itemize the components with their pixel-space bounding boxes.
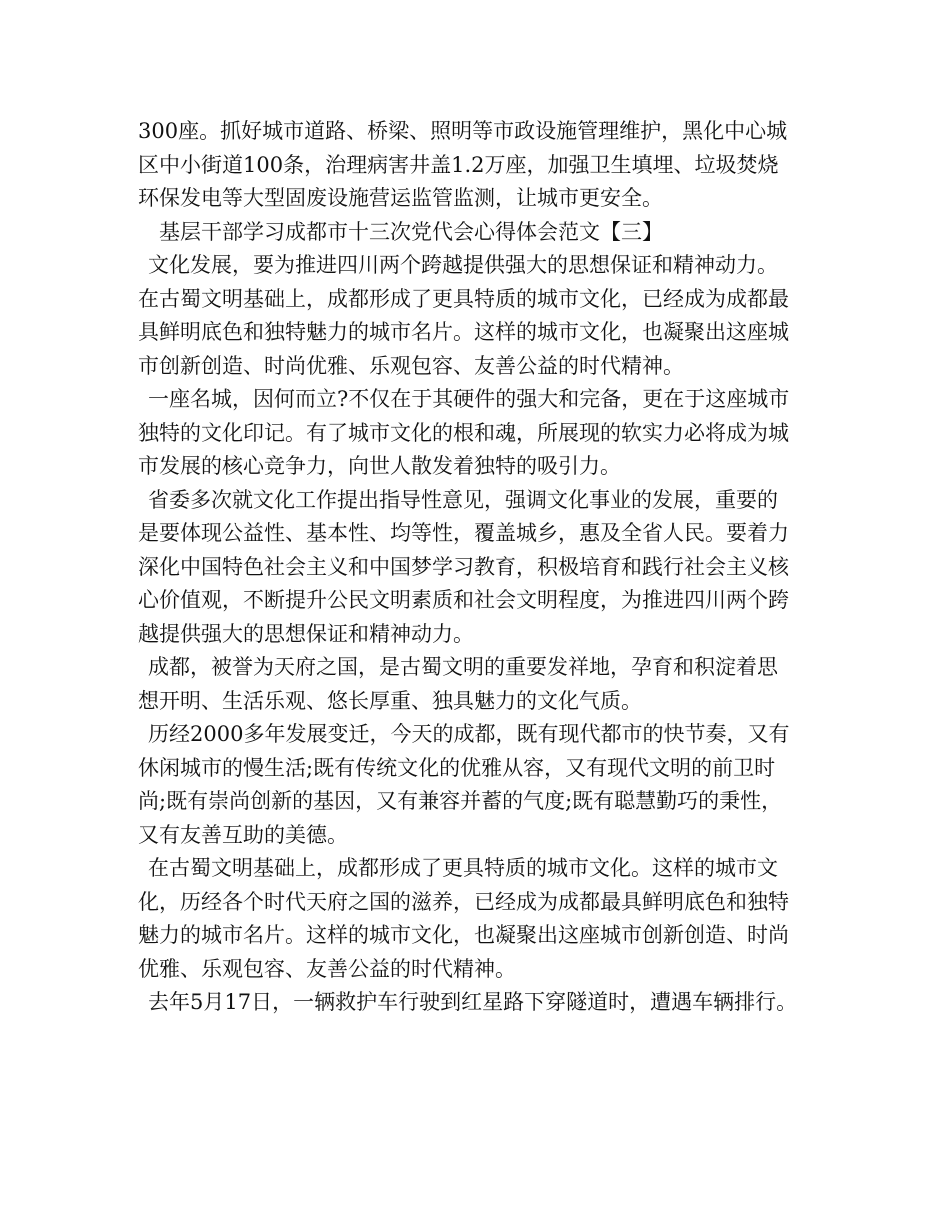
text-line: 想开明、生活乐观、悠长厚重、独具魅力的文化气质。 (138, 688, 642, 713)
text-line: 在古蜀文明基础上，成都形成了更具特质的城市文化。这样的城市文 (148, 856, 778, 880)
paragraph (138, 249, 838, 383)
paragraph (138, 484, 838, 652)
text-line: 文化发展，要为推进四川两个跨越提供强大的思想保证和精神动力。 (148, 253, 778, 277)
text-line: 独特的文化印记。有了城市文化的根和魂，所展现的软实力必将成为城 (138, 420, 789, 445)
text-line: 300座。抓好城市道路、桥梁、照明等市政设施管理维护，黑化中心城 (138, 119, 788, 143)
heading-text: 基层干部学习成都市十三次党代会心得体会范文【三】 (159, 219, 663, 244)
text-line: 是要体现公益性、基本性、均等性，覆盖城乡，惠及全省人民。要着力 (138, 521, 789, 545)
paragraph (138, 383, 838, 484)
text-line: 去年5月17日，一辆救护车行驶到红星路下穿隧道时，遭遇车辆排行。 (148, 990, 798, 1014)
paragraph (138, 718, 838, 852)
text-line: 环保发电等大型固废设施营运监管监测，让城市更安全。 (138, 186, 663, 210)
text-line: 一座名城，因何而立?不仅在于其硬件的强大和完备，更在于这座城市 (148, 387, 790, 411)
text-line: 心价值观，不断提升公民文明素质和社会文明程度，为推进四川两个跨 (138, 588, 789, 612)
text-line: 魅力的城市名片。这样的城市文化，也凝聚出这座城市创新创造、时尚 (138, 923, 789, 947)
text-line: 市发展的核心竞争力，向世人散发着独特的吸引力。 (138, 454, 621, 478)
text-line: 具鲜明底色和独特魅力的城市名片。这样的城市文化，也凝聚出这座城 (138, 320, 789, 344)
text-line: 优雅、乐观包容、友善公益的时代精神。 (138, 956, 516, 981)
text-line: 区中小街道100条，治理病害井盖1.2万座，加强卫生填埋、垃圾焚烧 (138, 152, 779, 177)
text-line: 历经2000多年发展变迁，今天的成都，既有现代都市的快节奏，又有 (148, 722, 790, 746)
paragraph-continuation (138, 115, 838, 216)
text-line: 越提供强大的思想保证和精神动力。 (138, 621, 474, 646)
text-line: 深化中国特色社会主义和中国梦学习教育，积极培育和践行社会主义核 (138, 554, 789, 579)
section-heading (138, 216, 838, 250)
text-line: 省委多次就文化工作提出指导性意见，强调文化事业的发展，重要的 (148, 487, 778, 512)
paragraph (138, 986, 838, 1020)
text-line: 又有友善互助的美德。 (138, 822, 348, 847)
text-line: 尚;既有崇尚创新的基因，又有兼容并蓄的气度;既有聪慧勤巧的秉性， (138, 789, 783, 813)
paragraph (138, 651, 838, 718)
paragraph (138, 852, 838, 986)
text-line: 在古蜀文明基础上，成都形成了更具特质的城市文化，已经成为成都最 (138, 286, 789, 311)
text-line: 成都，被誉为天府之国，是古蜀文明的重要发祥地，孕育和积淀着思 (148, 655, 778, 679)
text-line: 休闲城市的慢生活;既有传统文化的优雅从容，又有现代文明的前卫时 (138, 755, 776, 780)
text-line: 市创新创造、时尚优雅、乐观包容、友善公益的时代精神。 (138, 353, 684, 378)
text-line: 化，历经各个时代天府之国的滋养，已经成为成都最具鲜明底色和独特 (138, 889, 789, 914)
document-body (138, 115, 838, 1020)
